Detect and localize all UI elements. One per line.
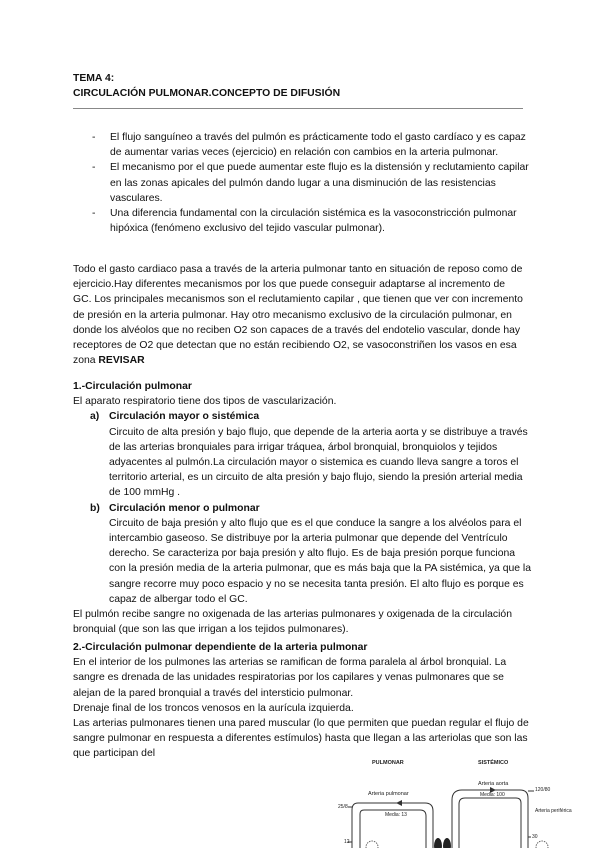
diagram-arteria-aorta: Arteria aorta	[478, 781, 509, 787]
item-b	[73, 501, 533, 607]
dash-marker: -	[92, 162, 96, 174]
revisar-emphasis: REVISAR	[98, 355, 145, 367]
section-1	[73, 379, 533, 637]
dash-marker: -	[92, 208, 96, 220]
item-b-title: Circulación menor o pulmonar	[109, 502, 260, 514]
section-2-para-1: En el interior de los pulmones las arterias se ramifican de forma paralela al árbol bronquial. La sangre es drenada de las unidades respiratorias por los capilares y venas pulmonares que se alejan de la pared bronquial a través del intersticio pulmonar.	[73, 657, 507, 699]
section-2-para-2: Drenaje final de los troncos venosos en la aurícula izquierda.	[73, 702, 354, 714]
header-divider	[73, 108, 523, 109]
item-a	[73, 409, 533, 500]
diagram-label-pulmonar: PULMONAR	[372, 760, 404, 766]
bullet-item: - Una diferencia fundamental con la circulación sistémica es la vasoconstricción pulmonar hipóxica (fenómeno exclusivo del tejido vascular pulmonar).	[92, 208, 517, 235]
topic-number: TEMA 4:	[73, 73, 115, 84]
section-1-closing: El pulmón recibe sangre no oxigenada de las arterias pulmonares y oxigenada de la circulación bronquial (que son las que irrigan a los tejidos pulmonares).	[73, 609, 512, 636]
item-b-label: b)	[90, 502, 100, 514]
diagram-val-120-80: 120/80	[535, 787, 551, 793]
diagram-media-13: Media: 13	[385, 812, 407, 818]
bullet-item: - El mecanismo por el que puede aumentar este flujo es la distensión y reclutamiento capilar en las zonas apicales del pulmón dando lugar a una disminución de las resistencias vasculares.	[92, 162, 529, 204]
dash-marker: -	[92, 132, 96, 143]
pulmonary-return-inner	[360, 810, 364, 848]
circulation-diagram	[330, 758, 572, 848]
bullet-item: - El flujo sanguíneo a través del pulmón es prácticamente todo el gasto cardíaco y es capaz de aumentar varias veces (ejercicio) en relación con cambios en la arteria pulmonar.	[92, 132, 526, 159]
diagram-val-25-8: 25/8	[338, 804, 348, 810]
intro-paragraph: Todo el gasto cardiaco pasa a través de la arteria pulmonar tanto en situación de reposo como de ejercicio.Hay diferentes mecanismos por los que puede conseguir adaptarse al incremento de GC. Los principales mecanismos son el reclutamiento capilar , que tienen que ver con incremento de presión en la arteria pulmonar. Hay otro mecanismo exclusivo de la circulación pulmonar, en donde los alvéolos que no reciben O2 son capaces de a través del endotelio vascular, donde hay receptores de O2 que detectan que no están recibiendo O2, se vasoconstriñen los vasos en esa zona REVISAR	[73, 264, 523, 367]
diagram-media-100: Media: 100	[480, 792, 505, 798]
heart-chamber-shape	[434, 838, 442, 848]
flow-arrow-icon	[396, 800, 402, 806]
capillary-bed-icon	[366, 841, 378, 848]
aorta-outer	[452, 790, 528, 848]
item-a-title: Circulación mayor o sistémica	[109, 411, 260, 423]
capillary-bed-icon	[536, 841, 548, 848]
diagram-val-12: 12	[344, 839, 350, 845]
diagram-label-sistemico: SISTÉMICO	[478, 760, 509, 766]
diagram-arteria-pulmonar: Arteria pulmonar	[368, 791, 409, 797]
section-2-title: 2.-Circulación pulmonar dependiente de la arteria pulmonar	[73, 642, 368, 653]
heart-chamber-shape	[443, 838, 451, 848]
summary-bullets	[92, 130, 532, 236]
diagram-arteria-periferica: Arteria periférica	[535, 808, 572, 814]
document-header	[73, 72, 340, 101]
section-2	[73, 640, 533, 762]
item-a-label: a)	[90, 411, 100, 423]
item-b-body: Circuito de baja presión y alto flujo que es el que conduce la sangre a los alvéolos para el intercambio gaseoso. Se distribuye por la arteria pulmonar que depende del Ventrículo derecho. Se caracteriza por baja presión y alto flujo. Es de baja presión porque funciona con la presión media de la arteria pulmonar, que es más baja que la PA sistémica, ya que la sangre recorre muy poco espacio y no se necesita tanta presión. El alto flujo es porque es capaz de albergar todo el GC.	[109, 517, 532, 605]
section-2-para-3: Las arterias pulmonares tienen una pared muscular (lo que permiten que puedan regular el flujo de sangre pulmonar en respuesta a diferentes estímulos) hasta que llegan a las arteriolas que son las que participan del	[73, 718, 529, 760]
section-1-title: 1.-Circulación pulmonar	[73, 381, 192, 392]
section-1-lead: El aparato respiratorio tiene dos tipos de vascularización.	[73, 396, 337, 408]
topic-title: CIRCULACIÓN PULMONAR.CONCEPTO DE DIFUSIÓN	[73, 87, 341, 99]
pulmonary-return-outer	[352, 803, 358, 848]
diagram-val-30: 30	[532, 834, 538, 840]
aorta-inner	[459, 798, 521, 848]
item-a-body: Circuito de alta presión y bajo flujo, que depende de la arteria aorta y se distribuye a través de las arterias bronquiales para irrigar tráquea, árbol bronquial, bronquiolos y tejidos adyacentes al pulmón.La circulación mayor o sistemica es cuando lleva sangre a toros el territorio arterial, es un circuito de alta presión y bajo flujo, siendo la presión arterial media de 100 mmHg .	[109, 426, 528, 499]
